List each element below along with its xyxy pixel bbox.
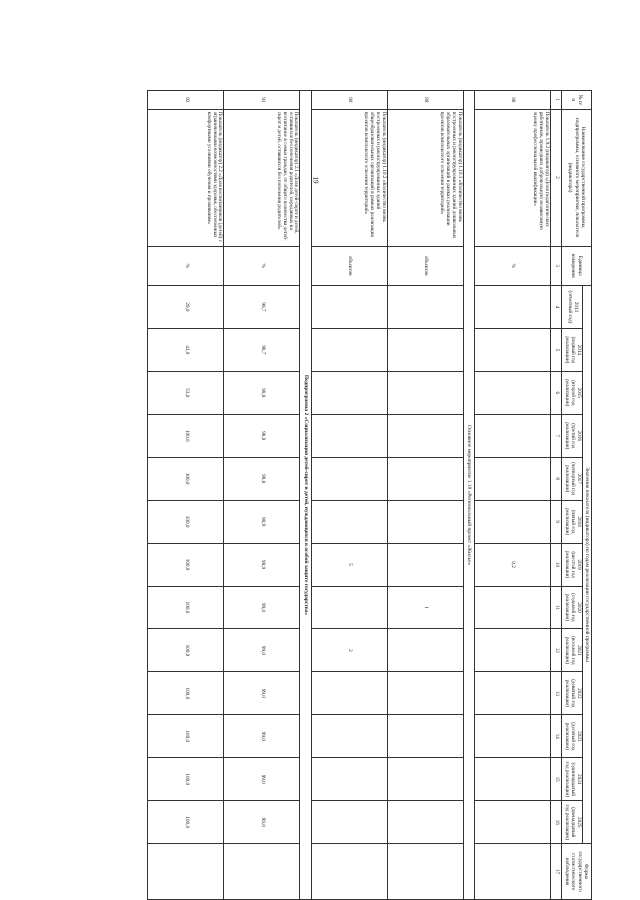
value-cell [474,285,550,328]
value-cell [387,758,463,801]
year-label: 2024 [575,774,582,785]
column-number: 11 [550,586,561,629]
section-title: Основное мероприятие 1.10 «Региональный проект «Жилье» [463,91,474,900]
header-year [561,629,582,672]
header-no: № п/п [561,91,591,110]
value-cell: 99,0 [224,758,300,801]
value-cell: 100,0 [148,586,224,629]
value-cell: 100,0 [148,543,224,586]
form-cell [224,844,300,900]
indicator-name: Показатель (индикатор) 1.10.2 «Количество вновь построенных и реконструированных зданий общеобразовательных организаций в рамках реализации проектов комплексного освоения территорий» [311,109,387,246]
section-row [463,91,474,900]
year-note: (отчетный год) [566,290,573,324]
form-cell [148,844,224,900]
value-cell: 98,7 [224,328,300,371]
indicator-name: Показатель 1.9.2 (индикатор) «Доля педагогических работников, прошедших добровольную независимую оценку профессиональной квалификации» [474,109,550,246]
value-cell [474,414,550,457]
value-cell [387,500,463,543]
value-cell [311,285,387,328]
year-label: 2025 [575,817,582,828]
value-cell [311,672,387,715]
header-year [561,457,582,500]
table-row [148,91,224,900]
header-year [561,586,582,629]
value-cell [387,672,463,715]
year-note: (пятый год реализации) [563,508,576,536]
header-form: Форма государственного статистического наблюдения [561,844,591,900]
section-title: Подпрограмма 2 «Социализация детей-сирот и детей, нуждающихся в особой защите государства» [300,91,311,900]
column-number: 6 [550,371,561,414]
year-label: 2016 [575,430,582,441]
value-cell [474,457,550,500]
value-cell [387,328,463,371]
year-note: (третий год реализации) [563,422,576,450]
column-number: 12 [550,629,561,672]
value-cell: 53,0 [148,371,224,414]
value-cell: 41,0 [148,328,224,371]
value-cell [474,586,550,629]
value-cell [387,543,463,586]
value-cell [474,629,550,672]
column-number: 5 [550,328,561,371]
indicator-name: Показатель (индикатор) 2.1 «Доля детей-сирот и детей, оставшихся без попечения родителей, переданных на воспитание в семьи граждан, от общего количества детей-сирот и детей, оставшихся без попечения родителей» [224,109,300,246]
value-cell: 100,0 [148,672,224,715]
value-cell [474,672,550,715]
indicator-name: Показатель (индикатор) 1.10.1 «Количество вновь построенных и реконструированных зданий дошкольных образовательных организаций в рамках реализации проектов комплексного освоения территорий» [387,109,463,246]
header-year [561,543,582,586]
year-note: (первый год реализации) [563,336,576,364]
value-cell: 99,0 [224,629,300,672]
value-cell: 98,8 [224,414,300,457]
header-year [561,801,582,844]
value-cell [387,801,463,844]
value-cell [474,715,550,758]
value-cell: 98,9 [224,543,300,586]
column-number: 14 [550,715,561,758]
value-cell: 98,7 [224,285,300,328]
indicator-table [147,90,592,900]
header-year [561,500,582,543]
value-cell [474,758,550,801]
value-cell [387,371,463,414]
year-label: 2014 [575,344,582,356]
header-unit: Единица измерения [561,246,591,285]
value-cell [387,414,463,457]
year-label: 2021 [575,645,582,656]
value-cell: 1 [387,586,463,629]
value-cell: 99,0 [224,586,300,629]
table-body [148,91,550,900]
row-number: 92 [148,91,224,110]
column-number: 15 [550,758,561,801]
value-cell: 98,8 [224,457,300,500]
year-label: 2020 [575,602,582,613]
row-number: 90 [311,91,387,110]
year-note: (одиннадцатый год реализации) [563,761,576,797]
column-number: 17 [550,844,561,900]
table-row [311,91,387,900]
value-cell: 100,0 [148,457,224,500]
year-label: 2019 [575,559,582,570]
unit: объектов [311,246,387,285]
value-cell [311,414,387,457]
header-values-group: Значения показателя (индикатора) по годам реализации государственной программы [582,285,591,843]
column-numbers-row [550,91,561,900]
value-cell [311,586,387,629]
row-number: 88 [474,91,550,110]
value-cell: 98,8 [224,371,300,414]
year-note: (шестой год реализации) [563,551,576,579]
unit: % [148,246,224,285]
value-cell: 100,0 [148,629,224,672]
column-number: 7 [550,414,561,457]
value-cell [387,715,463,758]
value-cell: 2 [311,629,387,672]
form-cell [474,844,550,900]
rotated-table-sheet [132,90,592,900]
value-cell: 99,0 [224,672,300,715]
row-number: 89 [387,91,463,110]
value-cell [311,715,387,758]
year-label: 2018 [575,516,582,527]
value-cell: 100,0 [148,801,224,844]
value-cell [311,500,387,543]
value-cell [387,285,463,328]
value-cell [474,328,550,371]
header-year [561,672,582,715]
value-cell [387,629,463,672]
year-label: 2013 [572,301,579,313]
value-cell [311,371,387,414]
value-cell: 100,0 [148,414,224,457]
value-cell: 100,0 [148,715,224,758]
column-number: 9 [550,500,561,543]
year-note: (второй год реализации) [563,379,576,407]
column-number: 13 [550,672,561,715]
form-cell [387,844,463,900]
header-year [561,715,582,758]
unit: % [224,246,300,285]
column-number: 1 [550,91,561,110]
value-cell [474,371,550,414]
value-cell [311,328,387,371]
column-number: 2 [550,109,561,246]
section-row [300,91,311,900]
year-note: (десятый год реализации) [563,722,576,751]
form-cell [311,844,387,900]
year-note: (седьмой год реализации) [563,593,576,622]
value-cell: 99,0 [224,801,300,844]
year-note: (девятый год реализации) [563,679,576,708]
value-cell [474,801,550,844]
value-cell [474,500,550,543]
value-cell [311,758,387,801]
year-note: (восьмой год реализации) [563,636,576,665]
value-cell: 29,0 [148,285,224,328]
value-cell [311,457,387,500]
year-label: 2023 [575,731,582,742]
table-row [474,91,550,900]
value-cell: 100,0 [148,758,224,801]
column-number: 3 [550,246,561,285]
header-year [561,328,582,371]
header-year [561,371,582,414]
column-number: 4 [550,285,561,328]
value-cell: 0,2 [474,543,550,586]
header-year [561,285,582,328]
value-cell [387,457,463,500]
header-year [561,414,582,457]
year-label: 2015 [575,387,582,398]
column-number: 10 [550,543,561,586]
year-note: (двенадцатый год реализации) [563,804,576,840]
value-cell: 99,0 [224,715,300,758]
row-number: 91 [224,91,300,110]
table-row [224,91,300,900]
year-note: (четвертый год реализации) [563,462,576,496]
table-row [387,91,463,900]
indicator-name: Показатель (индикатор) 2.2 «Доля воспитанников (детей) с ограниченными возможностями здоровья, обеспеченных комфортными условиями обучения и проживания» [148,109,224,246]
header-name: Наименование государственной программы, подпрограммы, основного мероприятия, показателя (индикатора) [561,109,591,246]
year-label: 2017 [575,473,582,484]
column-number: 8 [550,457,561,500]
value-cell: 5 [311,543,387,586]
page-number: 19 [311,176,320,184]
unit: объектов [387,246,463,285]
value-cell [311,801,387,844]
value-cell: 98,9 [224,500,300,543]
column-number: 16 [550,801,561,844]
header-year [561,758,582,801]
unit: % [474,246,550,285]
year-label: 2022 [575,688,582,699]
value-cell: 100,0 [148,500,224,543]
